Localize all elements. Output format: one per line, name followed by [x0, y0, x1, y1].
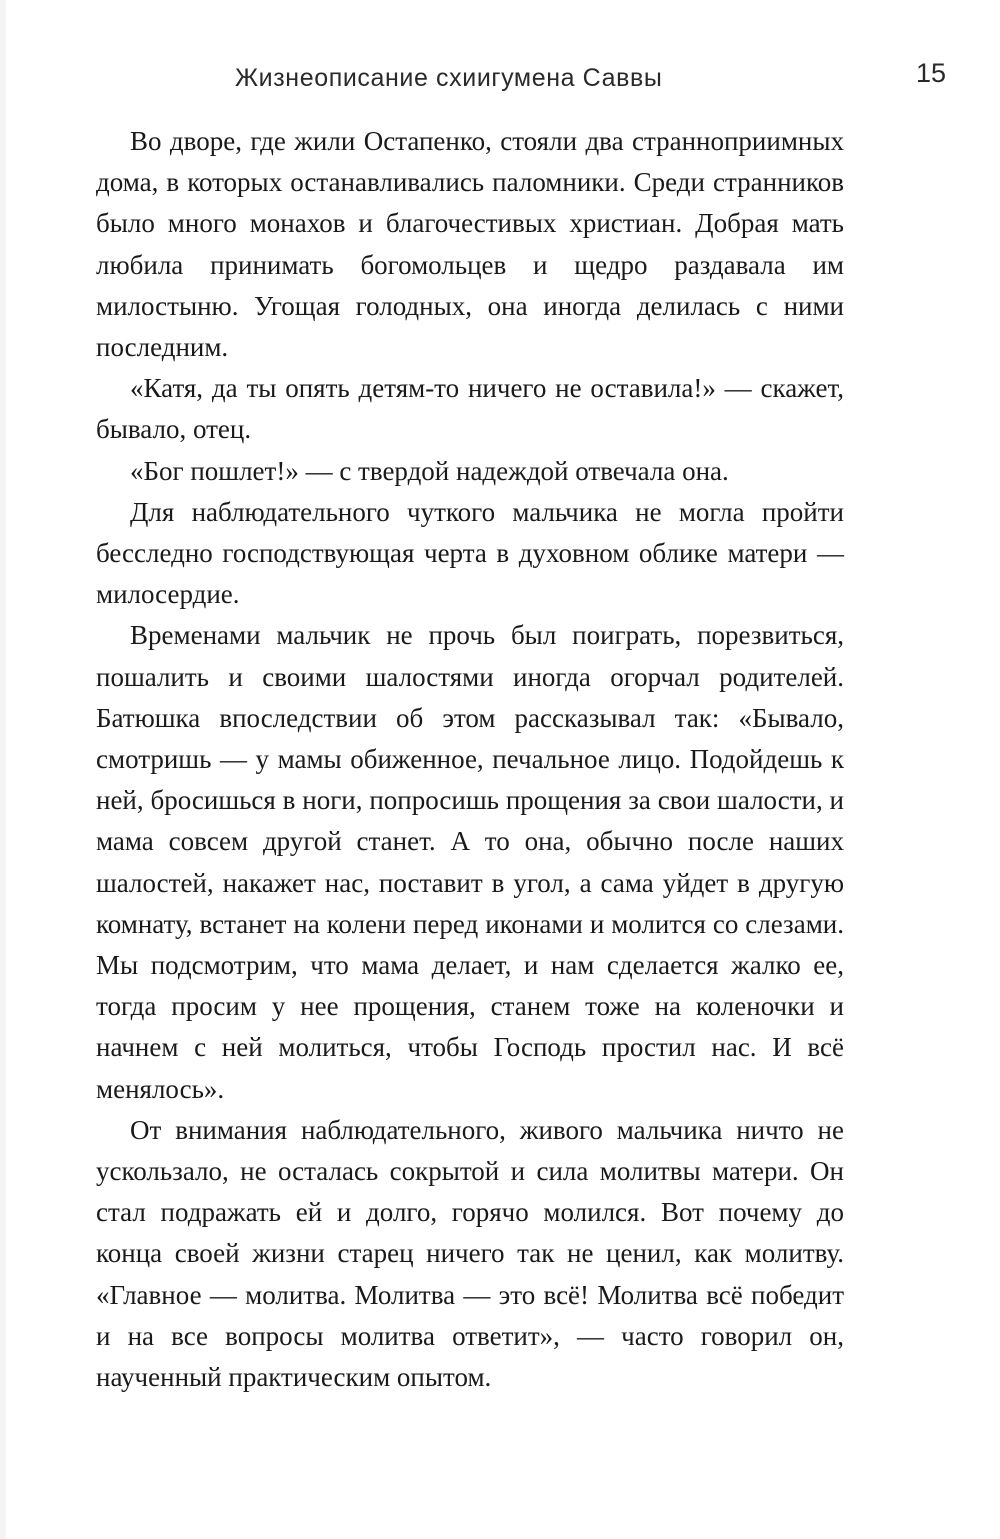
paragraph: Для наблюдательного чуткого мальчика не могла пройти бесследно господствующая черта в духовном облике матери — милосердие. — [96, 496, 844, 610]
paragraph: «Катя, да ты опять детям-то ничего не оставила!» — скажет, бывало, отец. — [96, 373, 844, 445]
header-title: Жизнеописание схиигумена Саввы — [235, 64, 663, 92]
paragraph: От внимания наблюдательного, живого мальчика ничто не ускользало, не осталась сокрытой и сила молитвы матери. Он стал подражать ей и долго, горячо молился. Вот почему до конца своей жизни старец ничего так не ценил, как молитву. «Главное — молитва. Молитва — это всё! Молитва всё победит и на все вопросы молитва ответит», — часто говорил он, наученный практическим опытом. — [96, 1114, 844, 1393]
page-number: 15 — [916, 58, 947, 88]
page-edge-shadow — [0, 0, 6, 1539]
paragraph: «Бог пошлет!» — с твердой надеждой отвечала она. — [130, 455, 729, 486]
running-header — [0, 52, 1000, 102]
paragraph: Во дворе, где жили Остапенко, стояли два странноприимных дома, в которых останавливались паломники. Среди странников было много монахов и благочестивых христиан. Добрая мать любила принимать богомольцев и щедро раздавала им милостыню. Угощая голодных, она иногда делилась с ними последним. — [96, 126, 844, 363]
body-text — [96, 121, 844, 1398]
paragraph: Временами мальчик не прочь был поиграть, порезвиться, пошалить и своими шалостями иногда огорчал родителей. Батюшка впоследствии об этом рассказывал так: «Бывало, смотришь — у мамы обиженное, печальное лицо. Подойдешь к ней, бросишься в ноги, попросишь прощения за свои шалости, и мама совсем другой станет. А то она, обычно после наших шалостей, накажет нас, поставит в угол, а сама уйдет в другую комнату, встанет на колени перед иконами и молится со слезами. Мы подсмотрим, что мама делает, и нам сделается жалко ее, тогда просим у нее прощения, станем тоже на коленочки и начнем с ней молиться, чтобы Господь простил нас. И всё менялось». — [96, 620, 844, 1104]
